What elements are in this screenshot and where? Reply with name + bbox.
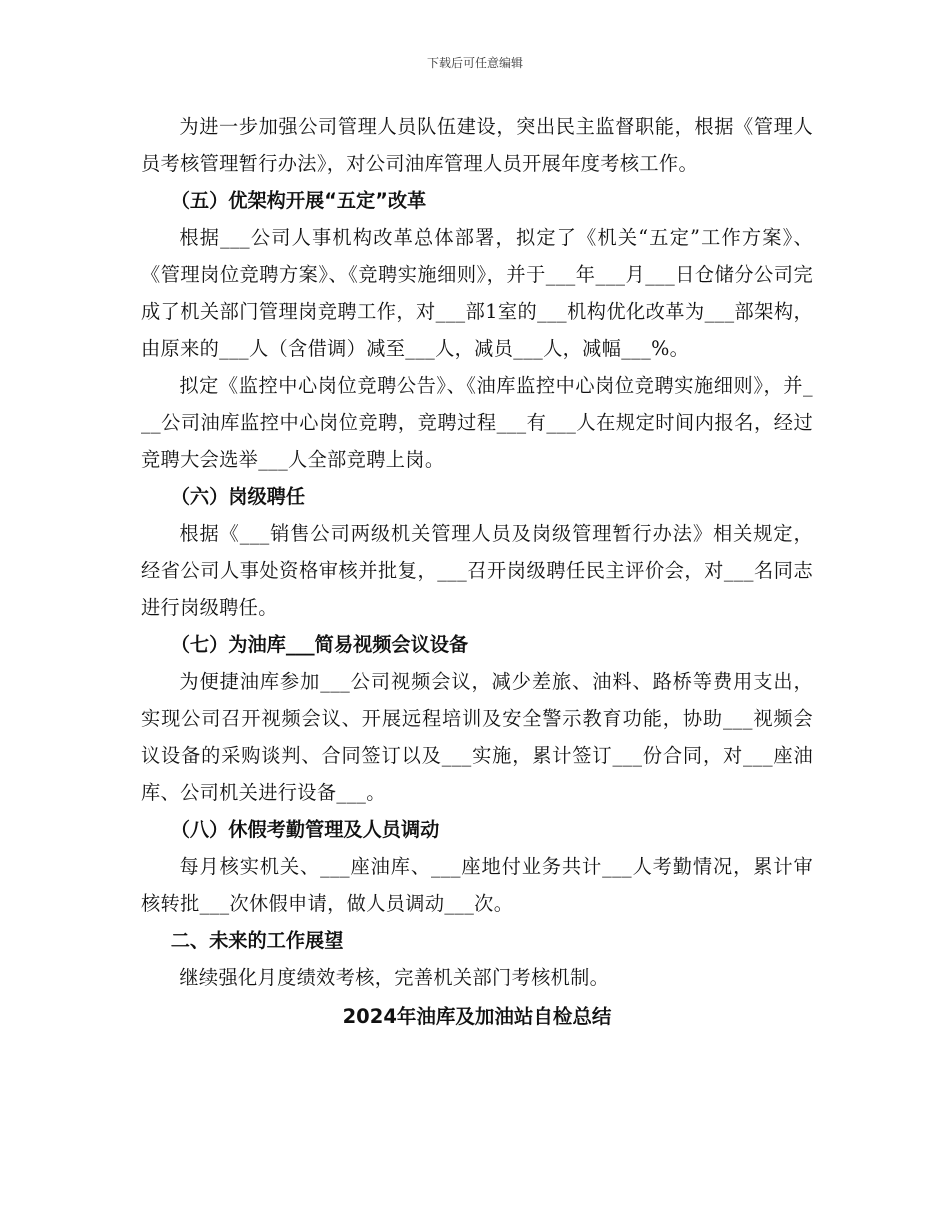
paragraph-intro: 为进一步加强公司管理人员队伍建设，突出民主监督职能，根据《管理人员考核管理暂行办法》，对公司油库管理人员开展年度考核工作。	[141, 115, 813, 175]
document-body	[141, 108, 813, 1038]
section-heading-7: （七）为油库___简易视频会议设备	[170, 633, 469, 656]
document-title: 2024年油库及加油站自检总结	[342, 1005, 612, 1028]
paragraph-attendance: 每月核实机关、___座油库、___座地付业务共计___人考勤情况，累计审核转批___次休假申请，做人员调动___次。	[141, 855, 813, 915]
header-note: 下载后可任意编辑	[426, 56, 523, 70]
paragraph-outlook: 继续强化月度绩效考核，完善机关部门考核机制。	[179, 966, 610, 989]
paragraph-reform: 根据___公司人事机构改革总体部署，拟定了《机关“五定”工作方案》、《管理岗位竞聘方案》、《竞聘实施细则》，并于___年___月___日仓储分公司完成了机关部门管理岗竞聘工作，对___部1室的___机构优化改革为___部架构，由原来的___人（含借调）减至___人，减员___人，减幅___%。	[141, 226, 813, 360]
paragraph-monitoring: 拟定《监控中心岗位竞聘公告》、《油库监控中心岗位竞聘实施细则》，并___公司油库监控中心岗位竞聘，竞聘过程___有___人在规定时间内报名，经过竞聘大会选举___人全部竞聘上岗。	[141, 374, 813, 471]
paragraph-video-conference: 为便捷油库参加___公司视频会议，减少差旅、油料、路桥等费用支出，实现公司召开视频会议、开展远程培训及安全警示教育功能，协助___视频会议设备的采购谈判、合同签订以及___实施，累计签订___份合同，对___座油库、公司机关进行设备___。	[141, 670, 813, 804]
section-heading-outlook: 二、未来的工作展望	[170, 929, 344, 952]
section-heading-5: （五）优架构开展“五定”改革	[170, 189, 427, 212]
paragraph-appointment: 根据《___销售公司两级机关管理人员及岗级管理暂行办法》相关规定，经省公司人事处资格审核并批复，___召开岗级聘任民主评价会，对___名同志进行岗级聘任。	[141, 522, 813, 619]
section-heading-6: （六）岗级聘任	[170, 485, 306, 508]
section-heading-8: （八）休假考勤管理及人员调动	[170, 818, 440, 841]
